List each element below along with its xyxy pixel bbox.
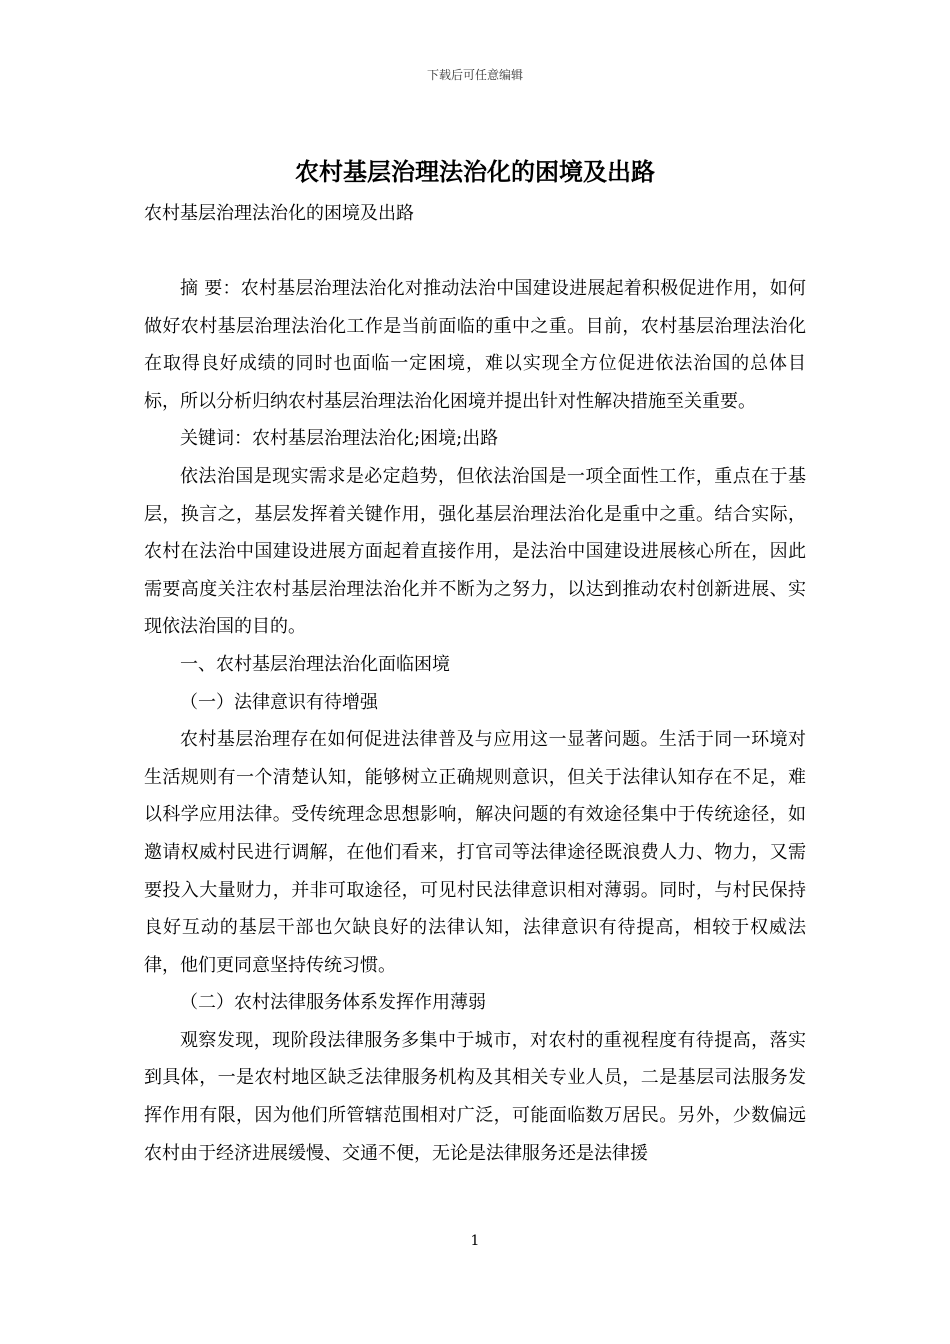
header-note: 下载后可任意编辑: [426, 68, 523, 82]
abstract-paragraph: 摘 要：农村基层治理法治化对推动法治中国建设进展起着积极促进作用，如何做好农村基层治理法治化工作是当前面临的重中之重。目前，农村基层治理法治化在取得良好成绩的同时也面临一定困境，难以实现全方位促进依法治国的总体目标，所以分析归纳农村基层治理法治化困境并提出针对性解决措施至关重要。: [144, 278, 806, 412]
subsection-paragraph-2: 观察发现，现阶段法律服务多集中于城市，对农村的重视程度有待提高，落实到具体，一是农村地区缺乏法律服务机构及其相关专业人员，二是基层司法服务发挥作用有限，因为他们所管辖范围相对广泛，可能面临数万居民。另外，少数偏远农村由于经济进展缓慢、交通不便，无论是法律服务还是法律援: [144, 1029, 806, 1164]
document-subtitle: 农村基层治理法治化的困境及出路: [144, 203, 414, 224]
document-body: [144, 270, 806, 1172]
subsection-heading-2: （二）农村法律服务体系发挥作用薄弱: [180, 992, 486, 1014]
keywords-line: 关键词：农村基层治理法治化;困境;出路: [180, 428, 499, 450]
section-heading-1: 一、农村基层治理法治化面临困境: [180, 653, 450, 675]
document-title: 农村基层治理法治化的困境及出路: [295, 158, 655, 186]
subsection-paragraph-1: 农村基层治理存在如何促进法律普及与应用这一显著问题。生活于同一环境对生活规则有一个清楚认知，能够树立正确规则意识，但关于法律认知存在不足，难以科学应用法律。受传统理念思想影响，解决问题的有效途径集中于传统途径，如邀请权威村民进行调解，在他们看来，打官司等法律途径既浪费人力、物力，又需要投入大量财力，并非可取途径，可见村民法律意识相对薄弱。同时，与村民保持良好互动的基层干部也欠缺良好的法律认知，法律意识有待提高，相较于权威法律，他们更同意坚持传统习惯。: [144, 729, 806, 976]
page-number: 1: [470, 1233, 480, 1249]
subsection-heading-1: （一）法律意识有待增强: [180, 691, 378, 713]
intro-paragraph: 依法治国是现实需求是必定趋势，但依法治国是一项全面性工作，重点在于基层，换言之，基层发挥着关键作用，强化基层治理法治化是重中之重。结合实际，农村在法治中国建设进展方面起着直接作用，是法治中国建设进展核心所在，因此需要高度关注农村基层治理法治化并不断为之努力，以达到推动农村创新进展、实现依法治国的目的。: [144, 465, 806, 638]
